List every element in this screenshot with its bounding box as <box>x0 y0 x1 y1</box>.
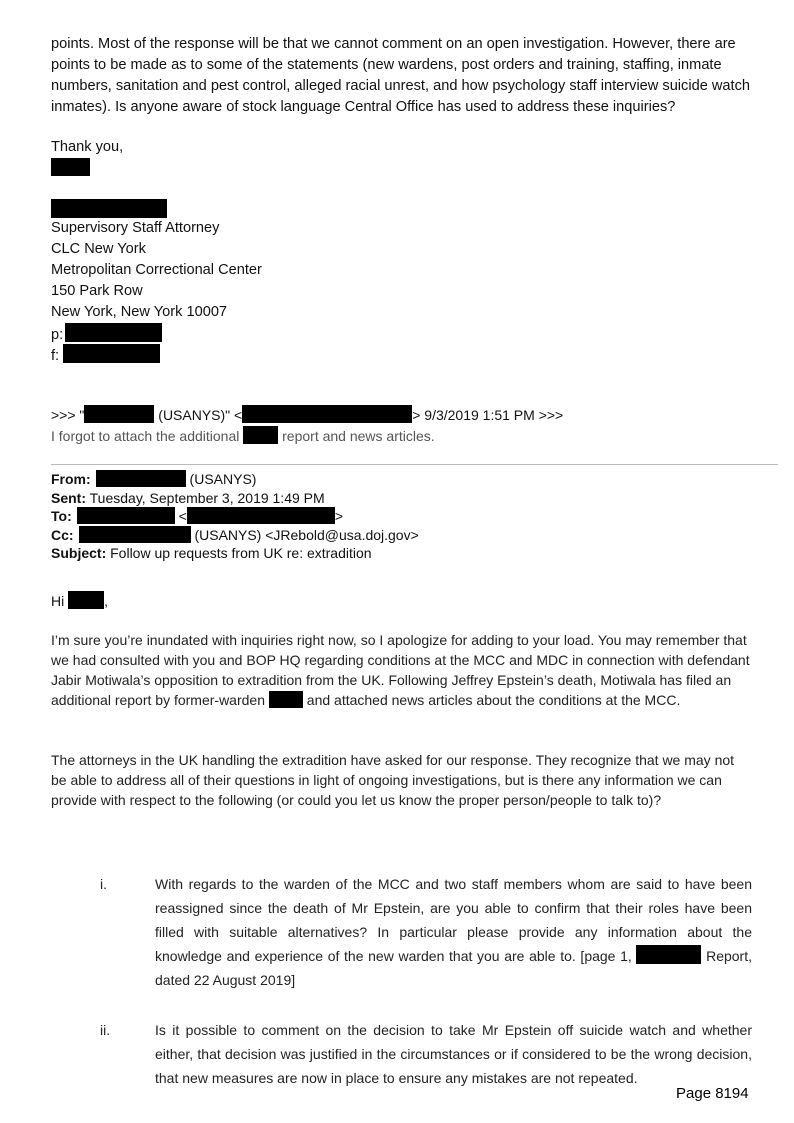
redacted-name <box>51 158 90 176</box>
redacted-to-name <box>77 507 175 524</box>
redacted-email <box>242 405 412 423</box>
signature-title: Supervisory Staff Attorney <box>51 220 220 236</box>
redacted-author <box>636 945 701 964</box>
forward-header: >>> " (USANYS)" < > 9/3/2019 1:51 PM >>> <box>51 407 564 423</box>
to-line: To: < > <box>51 508 343 524</box>
signature-city: New York, New York 10007 <box>51 304 228 320</box>
intro-paragraph: points. Most of the response will be that we cannot comment on an open investigation. However, there are points to be made as to some of the statements (new wardens, post orders and training, staffing, inmate numbers, sanitation and pest control, alleged racial unrest, and how psychology staff interview suicide watch inmates). Is anyone aware of stock language Central Office has used to address these inquiries? <box>51 36 750 115</box>
list-item <box>100 1018 752 1090</box>
signature-fax: f: <box>51 344 262 365</box>
redacted-warden <box>243 426 278 444</box>
greeting: Hi , <box>51 593 109 609</box>
email-paragraph-2: The attorneys in the UK handling the extradition have asked for our response. They recognize that we may not be able to address all of their questions in light of ongoing investigations, but is there any information we can provide with respect to the following (or could you let us know the proper person/people to talk to)? <box>51 752 735 808</box>
redacted-signature-name <box>51 199 167 218</box>
forward-note: I forgot to attach the additional report and news articles. <box>51 428 435 444</box>
redacted-fax <box>63 344 160 363</box>
email-header <box>51 470 419 563</box>
email-paragraph-1: I’m sure you’re inundated with inquiries right now, so I apologize for adding to your load. You may remember that we had consulted with you and BOP HQ regarding conditions at the MCC and MDC in connection with defendant Jabir Motiwala’s opposition to extradition from the UK. Following Jeffrey Epstein’s death, Motiwala has filed an additional report by former-warden and attached news articles about the conditions at the MCC. <box>51 632 750 708</box>
signature-facility: Metropolitan Correctional Center <box>51 262 262 278</box>
sent-line: Sent: Tuesday, September 3, 2019 1:49 PM <box>51 489 325 506</box>
header-divider <box>51 464 778 465</box>
redacted-phone <box>65 323 162 342</box>
cc-line: Cc: (USANYS) <JRebold@usa.doj.gov> <box>51 526 419 543</box>
page-number: Page 8194 <box>676 1085 749 1102</box>
redacted-greeting-name <box>68 591 104 609</box>
list-item: i. With regards to the warden of the MCC and two staff members whom are said to have been reassigned since the death of Mr Epstein, are you able to confirm that their roles have been filled with suitable alternatives? In particular please provide any information about the knowledge and experience of the new warden that you are able to. [page 1, Report, dated 22 August 2019] <box>100 872 752 992</box>
list-item-number: i. <box>100 876 107 892</box>
redacted-from <box>96 470 186 487</box>
redacted-cc <box>79 526 191 543</box>
signature-phone: p: <box>51 323 262 344</box>
closing-thanks: Thank you, <box>51 139 124 155</box>
redacted-to-email <box>187 507 335 524</box>
list-item-text: Is it possible to comment on the decision to take Mr Epstein off suicide watch and whether either, that decision was justified in the circumstances or if considered to be the wrong decision, that new measures are now in place to ensure any mistakes are not repeated. <box>155 1022 752 1086</box>
from-line: From: (USANYS) <box>51 471 257 487</box>
signature-block <box>51 218 262 365</box>
subject-line: Subject: Follow up requests from UK re: extradition <box>51 545 372 561</box>
redacted-former-warden <box>269 691 303 708</box>
signature-street: 150 Park Row <box>51 283 143 299</box>
signature-org: CLC New York <box>51 241 146 257</box>
list-item-number: ii. <box>100 1022 111 1038</box>
redacted-sender <box>84 405 154 423</box>
